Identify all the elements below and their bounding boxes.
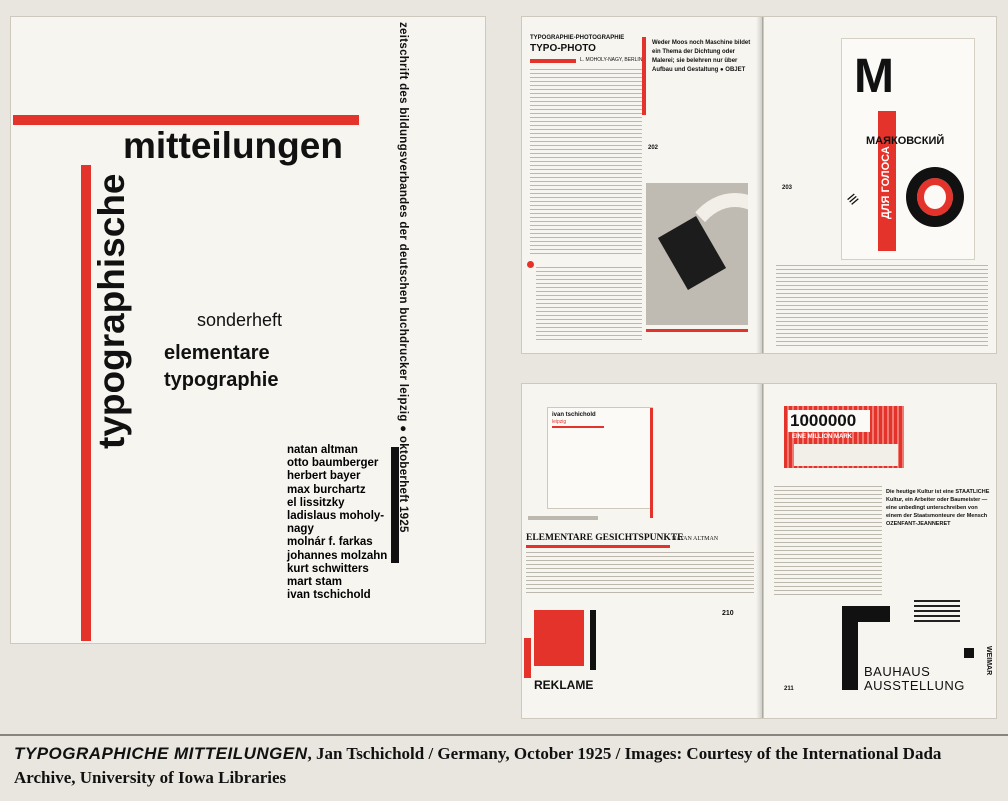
- spread-2-section-title: ELEMENTARE GESICHTSPUNKTE: [526, 533, 684, 543]
- spread-1-body-text: [530, 69, 642, 257]
- spread-1-right-body-text: [776, 265, 988, 347]
- spread-1-right-page: [764, 17, 996, 353]
- reklame-red-side: [524, 638, 531, 678]
- spread-2-red-strip: [552, 426, 604, 428]
- spread-2-right-quote: Die heutige Kultur ist eine STAATLICHE Kultur, ein Arbeiter oder Baumeister — eine unbedingt unterschreiben von einem der Staatsmonteure der Mensch OZENFANT-JEANNERET: [886, 489, 990, 527]
- reklame-black-bar: [590, 610, 596, 670]
- spread-2-left-page: [522, 384, 762, 718]
- spread-1-author: L. MOHOLY-NAGY, BERLIN: [580, 57, 643, 63]
- bauhaus-weimar: WEIMAR: [985, 646, 992, 676]
- contributor-name: el lissitzky: [287, 496, 345, 509]
- cover-contributor-list: [287, 444, 397, 602]
- contributor-name: mart stam: [287, 576, 342, 589]
- reklame-text: REKLAME: [534, 678, 594, 692]
- spread-1-photo-caption: [646, 329, 748, 332]
- spread-1-right-page-number: 203: [782, 185, 793, 191]
- million-stamp: [794, 444, 898, 466]
- letter-o: [906, 167, 964, 227]
- reklame-red-square: [534, 610, 584, 666]
- contributor-name: molnár f. farkas: [287, 536, 373, 549]
- caption-divider: [0, 734, 1008, 736]
- spread-2-red-underline: [526, 545, 670, 548]
- spread-2-body-text: [526, 552, 754, 596]
- contributor-name: ivan tschichold: [287, 589, 371, 602]
- bauhaus-stripes: [914, 600, 960, 624]
- spread-2-author-sub: leipzig: [552, 419, 567, 425]
- cover-left-red-bar: [81, 165, 91, 641]
- spread-2-red-vbar: [650, 408, 653, 518]
- spread-2-author: ivan tschichold: [552, 412, 596, 418]
- caption-title: TYPOGRAPHICHE MITTEILUNGEN: [14, 744, 308, 763]
- contributor-name: max burchartz: [287, 483, 366, 496]
- spread-2-inner-page: [548, 408, 652, 508]
- cover-vertical-subtitle: zeitschrift des bildungsverbandes der deutschen buchdrucker leipzig ● oktoberheft 1925: [397, 22, 409, 533]
- cover-heading-2: typographie: [164, 369, 279, 391]
- spread-1-photo: [646, 183, 748, 325]
- million-sub: EINE MILLION MARK: [792, 434, 852, 440]
- bullet-dot: [527, 261, 534, 268]
- contributor-name: ladislaus moholy-nagy: [287, 510, 385, 536]
- bauhaus-text-1: BAUHAUS: [864, 664, 931, 679]
- spread-2-small-text: [528, 516, 598, 520]
- contributor-name: kurt schwitters: [287, 562, 369, 575]
- letter-m: М: [854, 50, 894, 103]
- bauhaus-black-t-stem: [842, 606, 858, 690]
- cover-title-side: typographische: [91, 173, 132, 449]
- spread-1-red-strip: [530, 59, 576, 63]
- spread-2-section-author: NATAN ALTMAN: [672, 536, 719, 542]
- contributor-name: johannes molzahn: [287, 549, 388, 562]
- cyr-top-text: МАЯКОВСКИЙ: [866, 135, 945, 147]
- spread-2-page-number-right: 211: [784, 686, 794, 692]
- spread-2-right-page: [764, 384, 996, 718]
- spread-1-header: TYPOGRAPHIE-PHOTOGRAPHIE: [530, 35, 625, 41]
- caption-rest: , Jan Tschichold / Germany, October 1925 / Images: Courtesy of the International Dada Archive, University of Iowa Libraries: [14, 744, 942, 787]
- cyr-side-text: ДЛЯ ГОЛОСА: [880, 146, 892, 219]
- cover-title-top: mitteilungen: [123, 125, 343, 166]
- bauhaus-text-2: AUSSTELLUNG: [864, 678, 965, 693]
- cover-page: [11, 17, 485, 643]
- spread-1-red-vbar: [642, 37, 646, 115]
- contributor-name: herbert bayer: [287, 470, 361, 483]
- spread-1-title: TYPO-PHOTO: [530, 43, 596, 54]
- caption: [14, 742, 994, 790]
- cover-sonderheft: sonderheft: [197, 310, 283, 330]
- bauhaus-square: [964, 648, 974, 658]
- cover-top-red-bar: [13, 115, 359, 125]
- spread-2-right-body-text: [774, 486, 882, 598]
- contributor-name: otto baumberger: [287, 457, 379, 470]
- spread-1-body-text-2: [536, 267, 642, 341]
- mayakovsky-cover: [842, 39, 974, 259]
- contributor-name: natan altman: [287, 444, 358, 456]
- chevrons: ≡: [842, 188, 864, 211]
- spread-2-page-number-left: 210: [722, 610, 734, 617]
- million-number: 1000000: [790, 411, 857, 430]
- spread-1-left-page: [522, 17, 762, 353]
- spread-1-quote: Weder Moos noch Maschine bildet ein Thema der Dichtung oder Malerei; sie belehren nur über Aufbau und Gestaltung ● OBJET: [652, 40, 751, 73]
- spread-1-page-number: 202: [648, 145, 659, 151]
- cover-heading-1: elementare: [164, 342, 270, 364]
